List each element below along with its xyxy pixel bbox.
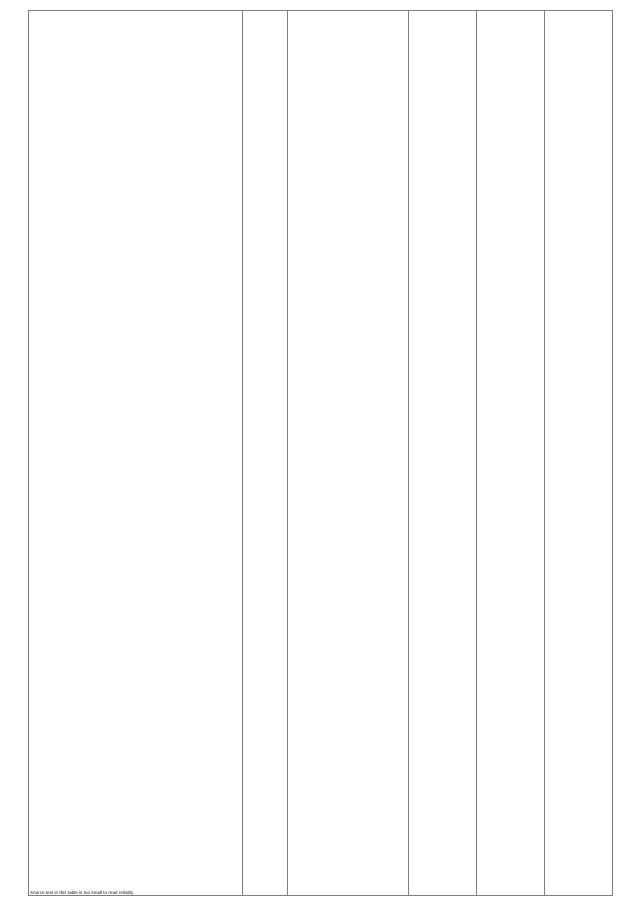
line-code bbox=[243, 11, 288, 896]
budget-report-page bbox=[28, 10, 612, 895]
approved-amount bbox=[409, 11, 477, 896]
budget-execution-table bbox=[28, 10, 613, 896]
unexecuted-amount bbox=[545, 11, 613, 896]
table-row bbox=[29, 11, 613, 896]
executed-amount bbox=[477, 11, 545, 896]
budget-classification-code bbox=[288, 11, 409, 896]
row-name: Source text in this table is too small to read reliably bbox=[29, 11, 243, 896]
